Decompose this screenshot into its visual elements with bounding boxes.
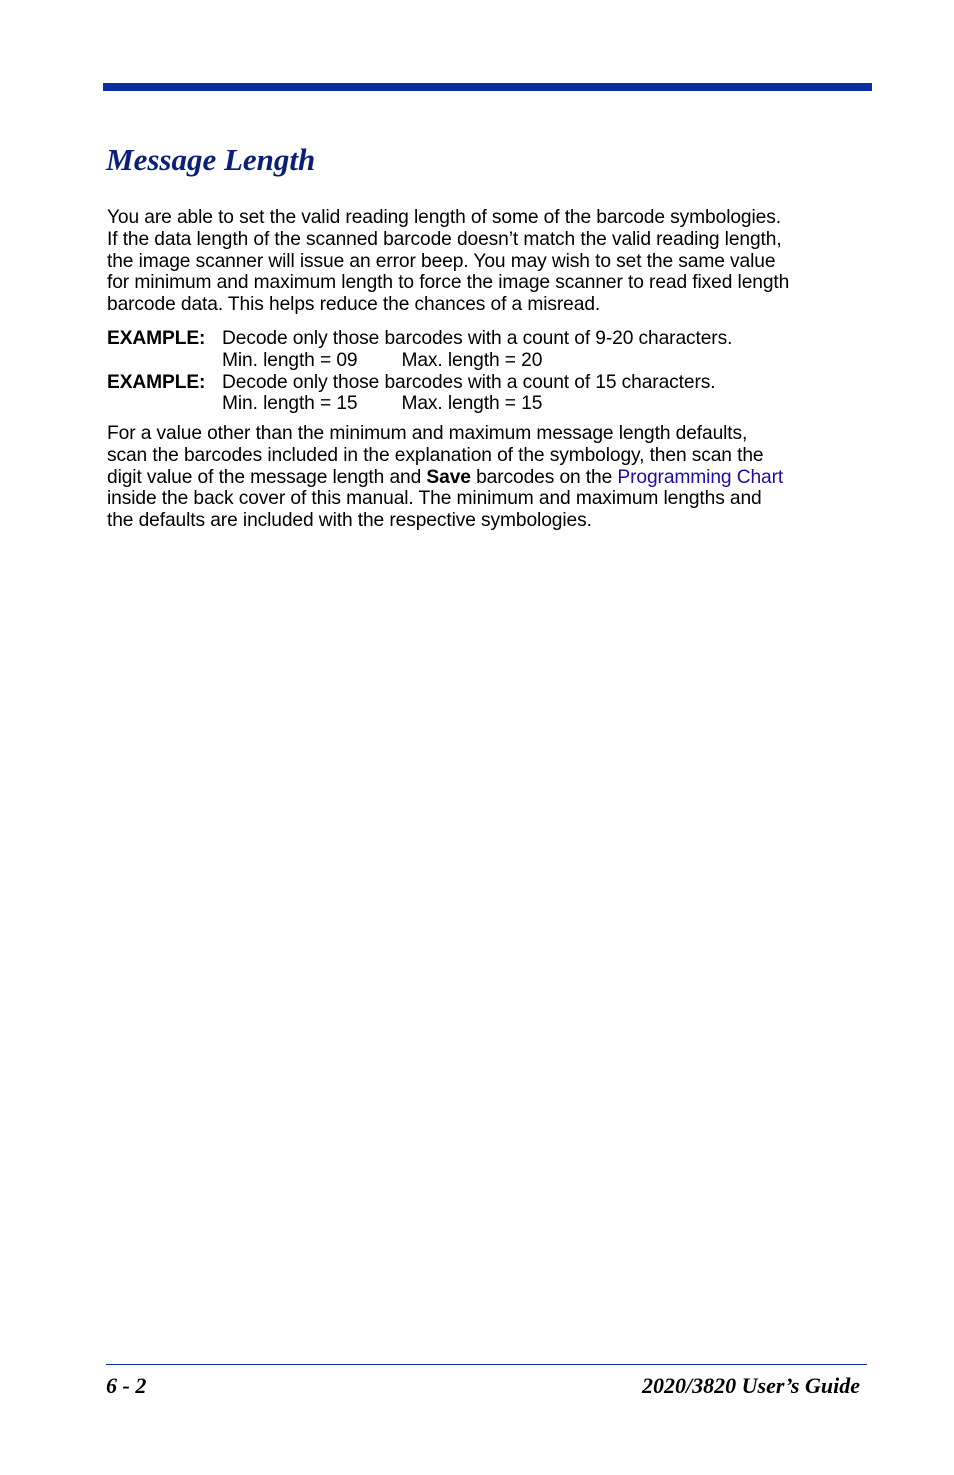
intro-line: the image scanner will issue an error beep. You may wish to set the same value — [107, 250, 776, 272]
closing-line: inside the back cover of this manual. The minimum and maximum lengths and — [107, 488, 762, 510]
footer-rule — [106, 1364, 867, 1365]
example-row — [107, 372, 867, 394]
example-min-length: Min. length = 15 — [222, 393, 358, 415]
example-label: EXAMPLE: — [107, 328, 206, 349]
example-row — [107, 328, 867, 350]
closing-line: scan the barcodes included in the explanation of the symbology, then scan the — [107, 444, 764, 466]
closing-text: barcodes on the — [470, 466, 618, 488]
example-values-row — [107, 350, 867, 372]
guide-title: 2020/3820 User’s Guide — [642, 1373, 860, 1398]
example-text: Decode only those barcodes with a count of 15 characters. — [222, 371, 716, 393]
closing-text: digit value of the message length and — [107, 466, 427, 488]
example-max-length: Max. length = 15 — [401, 393, 543, 415]
examples-block — [107, 328, 867, 415]
intro-line: You are able to set the valid reading length of some of the barcode symbologies. — [107, 207, 781, 228]
closing-line: For a value other than the minimum and maximum message length defaults, — [107, 423, 748, 444]
header-rule — [103, 83, 872, 91]
programming-chart-link[interactable]: Programming Chart — [617, 466, 784, 488]
example-text: Decode only those barcodes with a count of 9-20 characters. — [222, 328, 733, 349]
example-min-length: Min. length = 09 — [222, 349, 358, 371]
example-values-row — [107, 393, 867, 415]
closing-line — [107, 467, 867, 489]
closing-line: the defaults are included with the respective symbologies. — [107, 510, 592, 532]
intro-paragraph — [107, 207, 867, 316]
save-keyword: Save — [426, 466, 471, 488]
intro-line: barcode data. This helps reduce the chances of a misread. — [107, 294, 601, 316]
intro-line: If the data length of the scanned barcode doesn’t match the valid reading length, — [107, 228, 782, 250]
page-title: Message Length — [106, 142, 316, 177]
example-label: EXAMPLE: — [107, 371, 206, 393]
closing-paragraph — [107, 423, 867, 532]
intro-line: for minimum and maximum length to force the image scanner to read fixed length — [107, 272, 790, 294]
example-max-length: Max. length = 20 — [401, 349, 543, 371]
page-number: 6 - 2 — [106, 1373, 147, 1398]
